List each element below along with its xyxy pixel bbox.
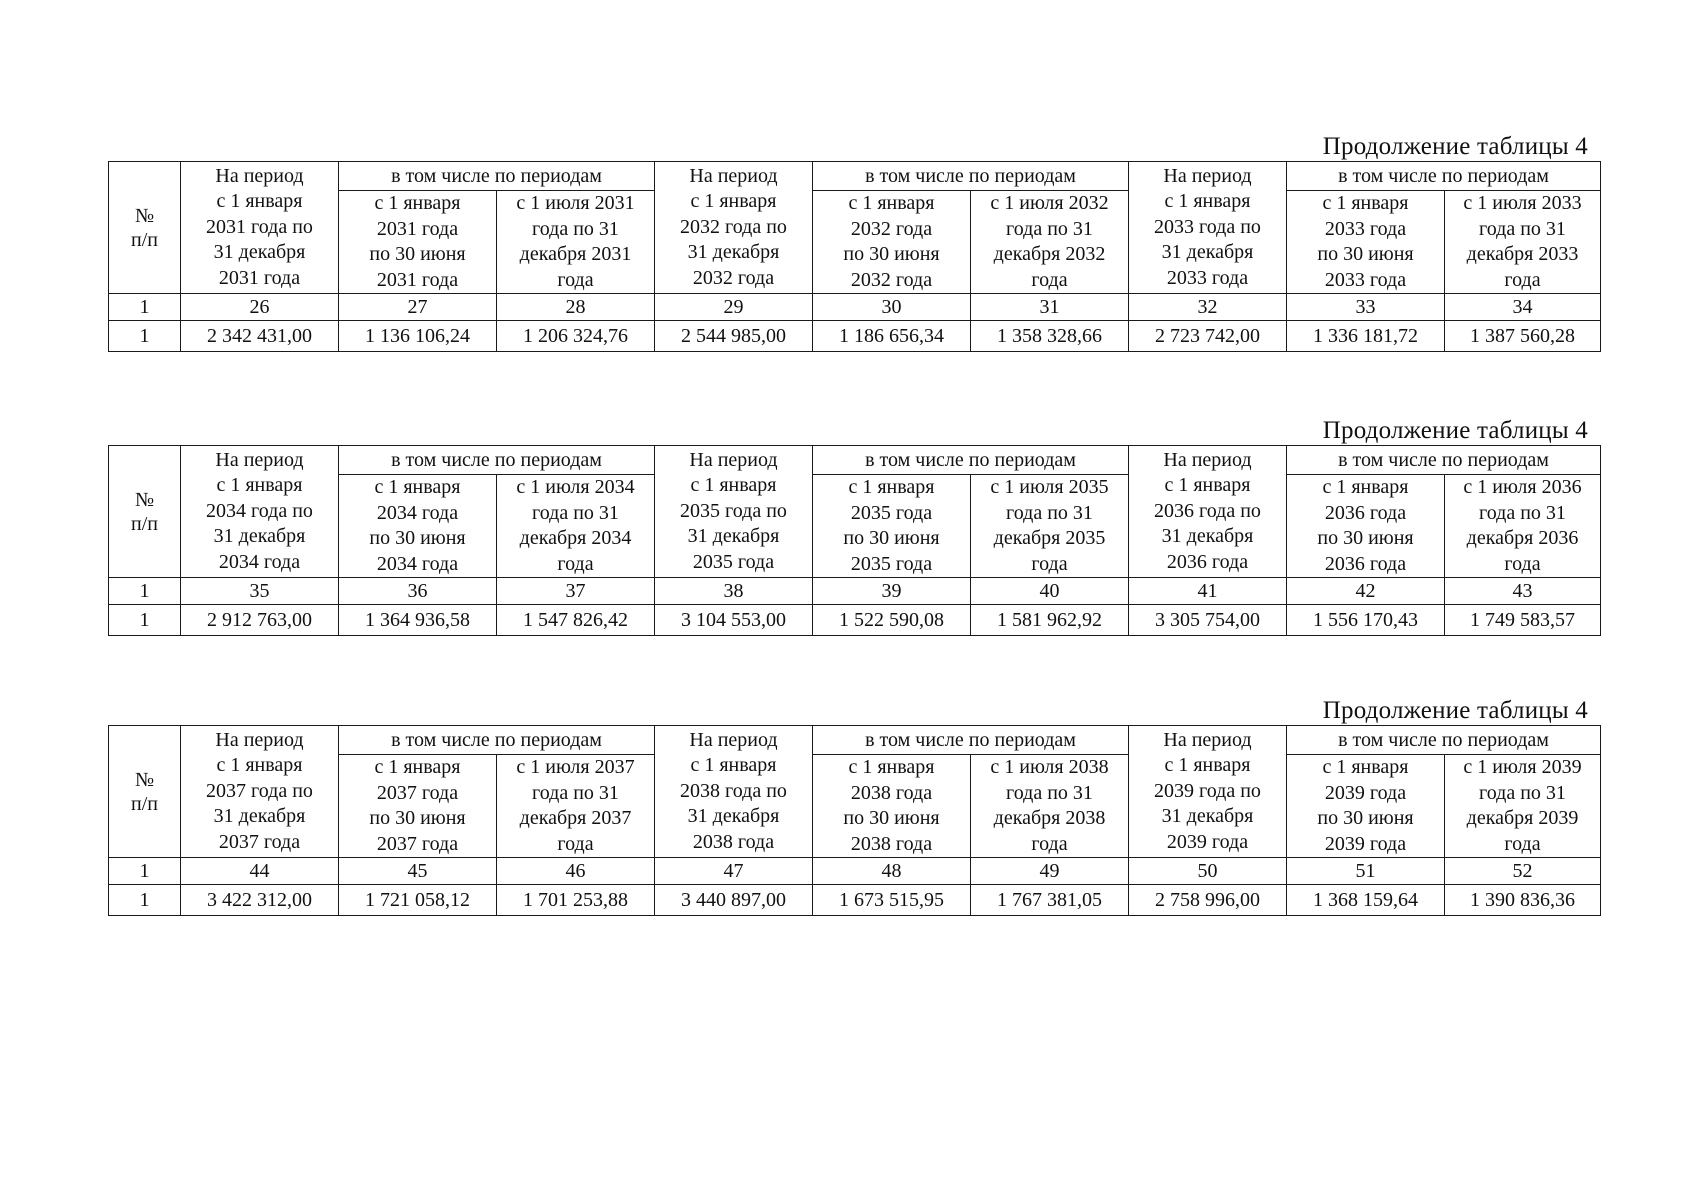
value-cell: 1 556 170,43	[1287, 605, 1445, 636]
period-header: На период с 1 января 2031 года по 31 декабря 2031 года	[181, 162, 339, 294]
index-cell: 48	[813, 858, 971, 885]
index-cell: 38	[655, 578, 813, 605]
value-cell: 2 758 996,00	[1129, 885, 1287, 916]
second-half-header: с 1 июля 2036 года по 31 декабря 2036 года	[1445, 475, 1601, 578]
index-cell: 30	[813, 294, 971, 321]
value-cell: 3 440 897,00	[655, 885, 813, 916]
subperiods-header: в том числе по периодам	[813, 446, 1129, 475]
period-header: На период с 1 января 2033 года по 31 декабря 2033 года	[1129, 162, 1287, 294]
value-cell: 1 673 515,95	[813, 885, 971, 916]
first-half-header: с 1 января 2037 года по 30 июня 2037 года	[339, 755, 497, 858]
index-cell: 28	[497, 294, 655, 321]
value-cell: 1 767 381,05	[971, 885, 1129, 916]
row-number-header: № п/п	[109, 726, 181, 858]
period-header: На период с 1 января 2036 года по 31 декабря 2036 года	[1129, 446, 1287, 578]
second-half-header: с 1 июля 2039 года по 31 декабря 2039 года	[1445, 755, 1601, 858]
value-cell: 3 422 312,00	[181, 885, 339, 916]
index-cell: 46	[497, 858, 655, 885]
index-cell: 42	[1287, 578, 1445, 605]
index-cell: 36	[339, 578, 497, 605]
subperiods-header: в том числе по периодам	[813, 162, 1129, 191]
value-cell: 1 749 583,57	[1445, 605, 1601, 636]
value-cell: 2 723 742,00	[1129, 321, 1287, 352]
value-cell: 1 390 836,36	[1445, 885, 1601, 916]
table-block-1	[108, 133, 1598, 352]
index-cell: 1	[109, 294, 181, 321]
value-cell: 1	[109, 321, 181, 352]
index-cell: 33	[1287, 294, 1445, 321]
table-continuation-caption: Продолжение таблицы 4	[1322, 417, 1588, 444]
index-cell: 1	[109, 858, 181, 885]
first-half-header: с 1 января 2034 года по 30 июня 2034 года	[339, 475, 497, 578]
index-cell: 26	[181, 294, 339, 321]
data-table	[108, 725, 1601, 916]
header-row-top	[109, 446, 1601, 475]
index-cell: 40	[971, 578, 1129, 605]
second-half-header: с 1 июля 2038 года по 31 декабря 2038 года	[971, 755, 1129, 858]
second-half-header: с 1 июля 2035 года по 31 декабря 2035 года	[971, 475, 1129, 578]
table-row	[109, 321, 1601, 352]
data-table	[108, 161, 1601, 352]
second-half-header: с 1 июля 2033 года по 31 декабря 2033 года	[1445, 191, 1601, 294]
first-half-header: с 1 января 2035 года по 30 июня 2035 года	[813, 475, 971, 578]
index-cell: 29	[655, 294, 813, 321]
value-cell: 2 342 431,00	[181, 321, 339, 352]
subperiods-header: в том числе по периодам	[339, 726, 655, 755]
table-continuation-caption: Продолжение таблицы 4	[1322, 133, 1588, 160]
value-cell: 1 721 058,12	[339, 885, 497, 916]
index-cell: 1	[109, 578, 181, 605]
period-header: На период с 1 января 2032 года по 31 декабря 2032 года	[655, 162, 813, 294]
column-index-row	[109, 858, 1601, 885]
index-cell: 31	[971, 294, 1129, 321]
second-half-header: с 1 июля 2031 года по 31 декабря 2031 года	[497, 191, 655, 294]
value-cell: 1 547 826,42	[497, 605, 655, 636]
subperiods-header: в том числе по периодам	[339, 162, 655, 191]
value-cell: 1 701 253,88	[497, 885, 655, 916]
subperiods-header: в том числе по периодам	[1287, 162, 1601, 191]
header-row-top	[109, 162, 1601, 191]
value-cell: 2 912 763,00	[181, 605, 339, 636]
index-cell: 49	[971, 858, 1129, 885]
index-cell: 32	[1129, 294, 1287, 321]
table-row	[109, 885, 1601, 916]
value-cell: 1 364 936,58	[339, 605, 497, 636]
table-block-3	[108, 697, 1598, 916]
value-cell: 1 136 106,24	[339, 321, 497, 352]
header-row-top	[109, 726, 1601, 755]
value-cell: 1 522 590,08	[813, 605, 971, 636]
index-cell: 43	[1445, 578, 1601, 605]
index-cell: 35	[181, 578, 339, 605]
value-cell: 1 358 328,66	[971, 321, 1129, 352]
index-cell: 47	[655, 858, 813, 885]
row-number-header: № п/п	[109, 162, 181, 294]
subperiods-header: в том числе по периодам	[339, 446, 655, 475]
value-cell: 1 387 560,28	[1445, 321, 1601, 352]
value-cell: 2 544 985,00	[655, 321, 813, 352]
first-half-header: с 1 января 2032 года по 30 июня 2032 года	[813, 191, 971, 294]
first-half-header: с 1 января 2033 года по 30 июня 2033 года	[1287, 191, 1445, 294]
column-index-row	[109, 578, 1601, 605]
period-header: На период с 1 января 2035 года по 31 декабря 2035 года	[655, 446, 813, 578]
index-cell: 34	[1445, 294, 1601, 321]
value-cell: 1 368 159,64	[1287, 885, 1445, 916]
row-number-header: № п/п	[109, 446, 181, 578]
value-cell: 1 186 656,34	[813, 321, 971, 352]
index-cell: 51	[1287, 858, 1445, 885]
period-header: На период с 1 января 2038 года по 31 декабря 2038 года	[655, 726, 813, 858]
data-table	[108, 445, 1601, 636]
period-header: На период с 1 января 2034 года по 31 декабря 2034 года	[181, 446, 339, 578]
first-half-header: с 1 января 2036 года по 30 июня 2036 года	[1287, 475, 1445, 578]
value-cell: 1 581 962,92	[971, 605, 1129, 636]
period-header: На период с 1 января 2039 года по 31 декабря 2039 года	[1129, 726, 1287, 858]
index-cell: 39	[813, 578, 971, 605]
subperiods-header: в том числе по периодам	[813, 726, 1129, 755]
value-cell: 1	[109, 885, 181, 916]
value-cell: 1 206 324,76	[497, 321, 655, 352]
value-cell: 1	[109, 605, 181, 636]
table-continuation-caption: Продолжение таблицы 4	[1322, 697, 1588, 724]
second-half-header: с 1 июля 2034 года по 31 декабря 2034 года	[497, 475, 655, 578]
value-cell: 3 305 754,00	[1129, 605, 1287, 636]
first-half-header: с 1 января 2038 года по 30 июня 2038 года	[813, 755, 971, 858]
index-cell: 45	[339, 858, 497, 885]
second-half-header: с 1 июля 2037 года по 31 декабря 2037 года	[497, 755, 655, 858]
value-cell: 1 336 181,72	[1287, 321, 1445, 352]
index-cell: 41	[1129, 578, 1287, 605]
table-row	[109, 605, 1601, 636]
first-half-header: с 1 января 2031 года по 30 июня 2031 года	[339, 191, 497, 294]
first-half-header: с 1 января 2039 года по 30 июня 2039 года	[1287, 755, 1445, 858]
second-half-header: с 1 июля 2032 года по 31 декабря 2032 года	[971, 191, 1129, 294]
column-index-row	[109, 294, 1601, 321]
value-cell: 3 104 553,00	[655, 605, 813, 636]
period-header: На период с 1 января 2037 года по 31 декабря 2037 года	[181, 726, 339, 858]
subperiods-header: в том числе по периодам	[1287, 446, 1601, 475]
index-cell: 44	[181, 858, 339, 885]
index-cell: 37	[497, 578, 655, 605]
index-cell: 27	[339, 294, 497, 321]
table-block-2	[108, 417, 1598, 636]
index-cell: 52	[1445, 858, 1601, 885]
subperiods-header: в том числе по периодам	[1287, 726, 1601, 755]
index-cell: 50	[1129, 858, 1287, 885]
